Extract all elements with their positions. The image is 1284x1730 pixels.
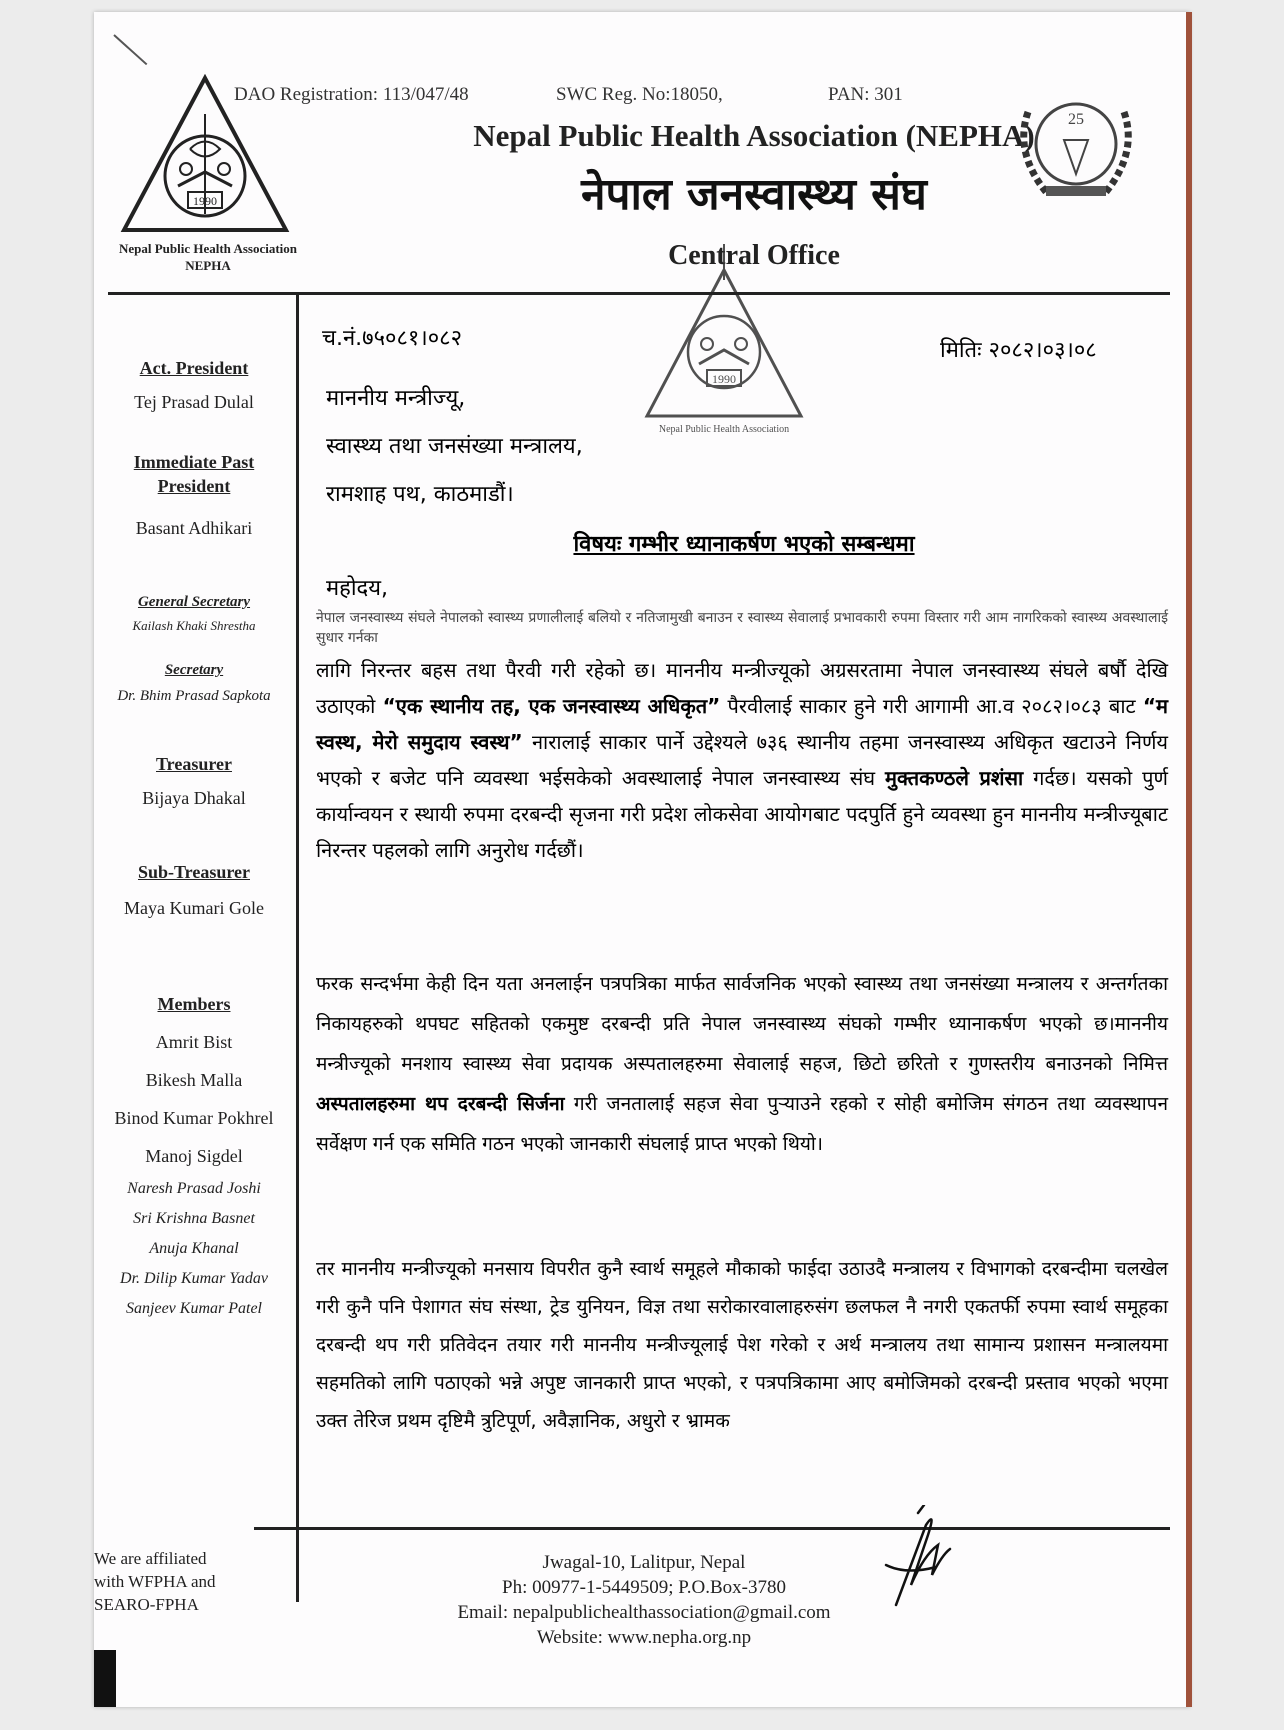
logo-caption — [98, 240, 318, 274]
paragraph-1-text-b: पैरवीलाई साकार हुने गरी आगामी आ.व २०८२।०८३ बाट — [720, 694, 1143, 718]
paragraph-1 — [316, 652, 1168, 868]
member-item: Binod Kumar Pokhrel — [114, 1108, 274, 1128]
watermark-caption: Nepal Public Health Association — [658, 424, 790, 435]
paragraph-1-text-a: लागि निरन्तर बहस तथा पैरवी गरी रहेको छ। माननीय मन्त्रीज्यूको अग्रसरतामा नेपाल जनस्वास्थ्य संघले बर्षौ देखि उठाएको — [316, 658, 1168, 718]
paragraph-1-bold-1: “एक स्थानीय तह, एक जनस्वास्थ्य अधिकृत” — [382, 694, 721, 718]
letter-page — [94, 12, 1190, 1707]
member-item: Amrit Bist — [155, 1032, 233, 1052]
anniversary-seal-icon — [1006, 82, 1146, 212]
secretary-name: Dr. Bhim Prasad Sapkota — [117, 688, 271, 704]
affiliation-line-2: with WFPHA and — [94, 1572, 216, 1591]
paragraph-1-text-c: नारालाई साकार पार्ने उद्देश्यले ७३६ स्थानीय तहमा जनस्वास्थ्य अधिकृत खटाउने निर्णय भएको र बजेट पनि व्यवस्था भईसकेको अवस्थालाई नेपाल जनस्वास्थ्य संघ — [316, 730, 1168, 790]
paragraph-1-bold-3: मुक्तकण्ठले प्रशंसा — [885, 766, 1024, 790]
member-item: Dr. Dilip Kumar Yadav — [120, 1270, 268, 1287]
act-president-name: Tej Prasad Dulal — [134, 392, 254, 412]
act-president-title: Act. President — [139, 358, 249, 378]
logo-caption-abbr: NEPHA — [185, 258, 231, 273]
general-secretary-title: General Secretary — [137, 594, 251, 610]
letter-subject: विषयः गम्भीर ध्यानाकर्षण भएको सम्बन्धमा — [573, 532, 915, 557]
pan-number: PAN: 301 — [828, 84, 903, 105]
watermark-logo — [639, 240, 809, 440]
org-name-nepali: नेपाल जनस्वास्थ्य संघ — [581, 169, 927, 220]
seal-number: 25 — [1068, 111, 1084, 128]
swc-registration: SWC Reg. No:18050, — [556, 84, 723, 105]
paragraph-2-text-b: गरी जनतालाई सहज सेवा पुऱ्याउने रहको र सोही बमोजिम संगठन तथा व्यवस्थापन सर्वेक्षण गर्न एक समिति गठन भएको जानकारी संघलाई प्राप्त भएको थियो। — [316, 1093, 1168, 1155]
paragraph-2 — [316, 964, 1168, 1164]
pen-mark — [113, 34, 147, 65]
paragraph-3: तर माननीय मन्त्रीज्यूको मनसाय विपरीत कुनै स्वार्थ समूहले मौकाको फाईदा उठाउदै मन्त्रालय र विभागको दरबन्दीमा चलखेल गरी कुनै पनि पेशागत संघ संस्था, ट्रेड युनियन, विज्ञ तथा सरोकारवालाहरुसंग छलफल नै नगरी एकतर्फी रुपमा स्वार्थ समूहका दरबन्दी थप गरी प्रतिवेदन तयार गरी माननीय मन्त्रीज्यूलाई पेश गरेको र अर्थ मन्त्रालय तथा सामान्य प्रशासन मन्त्रालयमा सहमतिको लागि पठाएको भन्ने अपुष्ट जानकारी प्राप्त भएको, र पत्रपत्रिकामा आए बमोजिमको दरबन्दी प्रस्ताव भएको भएमा उक्त तेरिज प्रथम दृष्टिमै त्रुटिपूर्ण, अवैज्ञानिक, अधुरो र भ्रामक — [316, 1258, 1168, 1432]
member-item: Naresh Prasad Joshi — [127, 1180, 261, 1197]
past-president-title-2: President — [157, 476, 231, 496]
footer-website[interactable]: Website: www.nepha.org.np — [536, 1627, 752, 1648]
treasurer-title: Treasurer — [156, 754, 232, 774]
footer-email[interactable]: Email: nepalpublichealthassociation@gmail.com — [457, 1602, 831, 1623]
member-item: Anuja Khanal — [149, 1240, 239, 1257]
member-item: Manoj Sigdel — [145, 1146, 243, 1166]
paragraph-1-faded: नेपाल जनस्वास्थ्य संघले नेपालको स्वास्थ्य प्रणालीलाई बलियो र नतिजामुखी बनाउन र स्वास्थ्य सेवालाई प्रभावकारी रुपमा विस्तार गरी आम नागरिकको स्वास्थ्य अवस्थालाई सुधार गर्नका — [316, 610, 1168, 646]
treasurer-name: Bijaya Dhakal — [142, 788, 246, 808]
org-name-english: Nepal Public Health Association (NEPHA) — [473, 118, 1035, 153]
header-divider — [108, 292, 1170, 295]
central-office-title: Central Office — [668, 240, 840, 271]
sub-treasurer-title: Sub-Treasurer — [137, 862, 250, 882]
paper-edge — [1186, 12, 1192, 1707]
signature — [866, 1505, 956, 1615]
recipient-line-3: रामशाह पथ, काठमाडौं। — [326, 482, 514, 507]
paragraph-2-bold: अस्पतालहरुमा थप दरबन्दी सिर्जना — [316, 1093, 565, 1115]
reference-number: च.नं.७५०८१।०८२ — [322, 326, 463, 351]
recipient-line-1: माननीय मन्त्रीज्यू, — [326, 386, 466, 411]
secretary-title: Secretary — [164, 662, 224, 678]
affiliation-note — [94, 1547, 244, 1616]
letter-date: मितिः २०८२।०३।०८ — [940, 338, 1097, 363]
member-item: Sanjeev Kumar Patel — [126, 1300, 262, 1317]
members-title: Members — [157, 994, 231, 1014]
past-president-title-1: Immediate Past — [133, 452, 255, 472]
contact-footer — [394, 1550, 894, 1650]
paragraph-1-text-d: गर्दछ। यसको पुर्ण कार्यान्वयन र स्थायी रुपमा दरबन्दी सृजना गरी प्रदेश लोकसेवा आयोगबाट पदपुर्ति हुने व्यवस्था हुन माननीय मन्त्रीज्यूबाट निरन्तर पहलको लागि अनुरोध गर्दछौं। — [316, 766, 1168, 862]
member-item: Bikesh Malla — [145, 1070, 243, 1090]
recipient-line-2: स्वास्थ्य तथा जनसंख्या मन्त्रालय, — [326, 434, 583, 459]
logo-caption-name: Nepal Public Health Association — [118, 241, 298, 256]
logo-year: 1990 — [193, 194, 217, 208]
scan-shadow — [94, 1650, 116, 1707]
affiliation-line-1: We are affiliated — [94, 1549, 207, 1568]
paragraph-2-text-a: फरक सन्दर्भमा केही दिन यता अनलाईन पत्रपत्रिका मार्फत सार्वजनिक भएको स्वास्थ्य तथा जनसंख्या मन्त्रालय र अन्तर्गतका निकायहरुको थपघट सहितको एकमुष्ट दरबन्दी प्रति नेपाल जनस्वास्थ्य संघको गम्भीर ध्यानाकर्षण भएको छ।माननीय मन्त्रीज्यूको मनशाय स्वास्थ्य सेवा प्रदायक अस्पतालहरुमा सेवालाई सहज, छिटो छरितो र गुणस्तरीय बनाउनको निमित्त — [316, 973, 1168, 1075]
sidebar-divider — [296, 294, 299, 1602]
member-item: Sri Krishna Basnet — [133, 1210, 255, 1227]
past-president-name: Basant Adhikari — [135, 518, 253, 538]
sub-treasurer-name: Maya Kumari Gole — [124, 898, 264, 918]
paragraph-1-bold-2: “म स्वस्थ, मेरो समुदाय स्वस्थ” — [316, 694, 1168, 754]
footer-divider — [254, 1527, 1170, 1530]
affiliation-line-3: SEARO-FPHA — [94, 1595, 199, 1614]
footer-address: Jwagal-10, Lalitpur, Nepal — [542, 1552, 746, 1573]
dao-registration: DAO Registration: 113/047/48 — [234, 84, 469, 105]
footer-phone: Ph: 00977-1-5449509; P.O.Box-3780 — [502, 1577, 786, 1598]
general-secretary-name: Kailash Khaki Shrestha — [132, 618, 256, 633]
salutation: महोदय, — [326, 576, 388, 601]
watermark-year: 1990 — [712, 372, 736, 386]
